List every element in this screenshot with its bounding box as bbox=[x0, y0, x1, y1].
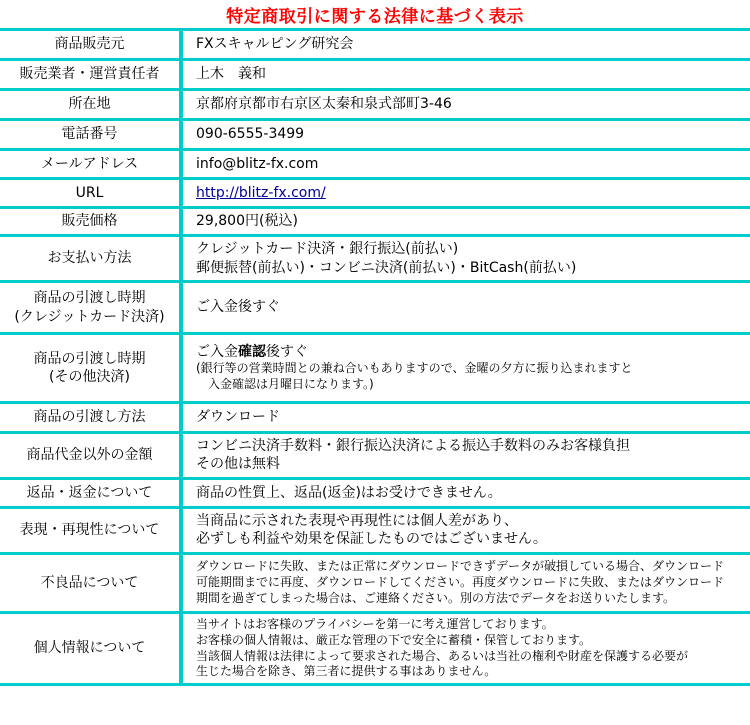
row-phone bbox=[0, 120, 750, 150]
row-value bbox=[181, 553, 750, 612]
row-label: 所在地 bbox=[0, 90, 181, 120]
page-title: 特定商取引に関する法律に基づく表示 bbox=[226, 6, 524, 27]
row-value-line: クレジットカード決済・銀行振込(前払い) bbox=[196, 241, 459, 258]
row-label: 商品販売元 bbox=[0, 30, 181, 60]
row-label: 電話番号 bbox=[0, 120, 181, 150]
value-segment-bold: 確認 bbox=[238, 343, 266, 360]
row-value-line: 期間を過ぎてしまった場合は、ご連絡ください。別の方法でデータをお送りいたします。 bbox=[196, 590, 676, 605]
row-value-line bbox=[196, 343, 742, 361]
row-value: info@blitz-fx.com bbox=[196, 155, 319, 172]
row-privacy bbox=[0, 612, 750, 684]
row-address bbox=[0, 90, 750, 120]
row-value bbox=[181, 433, 750, 479]
row-label: 表現・再現性について bbox=[0, 507, 181, 553]
row-value-line: 必ずしも利益や効果を保証したものではございません。 bbox=[196, 531, 547, 548]
row-value: 商品の性質上、返品(返金)はお受けできません。 bbox=[196, 484, 502, 501]
row-label: 個人情報について bbox=[0, 612, 181, 684]
row-label: 商品代金以外の金額 bbox=[0, 433, 181, 479]
row-payment-methods bbox=[0, 236, 750, 282]
row-value: ダウンロード bbox=[196, 409, 280, 426]
row-label: メールアドレス bbox=[0, 150, 181, 179]
row-url bbox=[0, 179, 750, 208]
row-value-line: お客様の個人情報は、厳正な管理の下で安全に蓄積・保管しております。 bbox=[196, 632, 592, 647]
row-value-line: 当該個人情報は法律によって要求された場合、あるいは当社の権利や財産を保護する必要が bbox=[196, 648, 689, 663]
row-value: 京都府京都市右京区太秦和泉式部町3-46 bbox=[196, 96, 452, 113]
row-defective-goods bbox=[0, 553, 750, 612]
row-value: 上木 義和 bbox=[196, 66, 266, 83]
row-value: 090-6555-3499 bbox=[196, 126, 305, 143]
row-value bbox=[181, 179, 750, 208]
row-value-note: (銀行等の営業時間との兼ね合いもありますので、金曜の夕方に振り込まれますと bbox=[196, 361, 633, 376]
disclosure-table bbox=[0, 28, 750, 686]
row-value-note: 入金確認は月曜日になります。) bbox=[196, 377, 374, 392]
row-value-line: ダウンロードに失敗、または正常にダウンロードできずデータが破損している場合、ダウンロード bbox=[196, 559, 725, 574]
row-value: ご入金後すぐ bbox=[196, 299, 280, 316]
row-additional-fees bbox=[0, 433, 750, 479]
row-delivery-time-credit bbox=[0, 282, 750, 334]
row-value-line: 可能期間までに再度、ダウンロードしてください。再度ダウンロードに失敗、またはダウンロード bbox=[196, 574, 725, 589]
row-returns bbox=[0, 478, 750, 507]
row-disclaimer bbox=[0, 507, 750, 553]
row-value bbox=[181, 612, 750, 684]
row-label bbox=[0, 334, 181, 403]
row-value-line: コンビニ決済手数料・銀行振込決済による振込手数料のみお客様負担 bbox=[196, 438, 630, 454]
row-value-line: 生じた場合を除き、第三者に提供する事はありません。 bbox=[196, 664, 497, 679]
row-label-line: 商品の引渡し時期 bbox=[33, 350, 146, 367]
row-label: 販売業者・運営責任者 bbox=[0, 60, 181, 90]
value-segment: 後すぐ bbox=[266, 343, 308, 360]
row-value bbox=[181, 334, 750, 403]
row-value-line: 当サイトはお客様のプライバシーを第一に考え運営しております。 bbox=[196, 616, 554, 631]
row-delivery-method bbox=[0, 403, 750, 433]
row-label-line: (その他決済) bbox=[49, 369, 130, 385]
site-url-link[interactable]: http://blitz-fx.com/ bbox=[196, 184, 326, 201]
row-label-line: 商品の引渡し時期 bbox=[33, 290, 146, 307]
row-label bbox=[0, 282, 181, 334]
row-email bbox=[0, 150, 750, 179]
row-delivery-time-other bbox=[0, 334, 750, 403]
row-seller bbox=[0, 30, 750, 60]
row-label: URL bbox=[0, 179, 181, 208]
row-value: 29,800円(税込) bbox=[196, 213, 298, 230]
row-value: FXスキャルピング研究会 bbox=[196, 36, 354, 53]
row-price bbox=[0, 208, 750, 236]
row-value-line: 郵便振替(前払い)・コンビニ決済(前払い)・BitCash(前払い) bbox=[196, 259, 577, 276]
row-representative bbox=[0, 60, 750, 90]
row-value-line: その他は無料 bbox=[196, 456, 280, 473]
row-label: 商品の引渡し方法 bbox=[0, 403, 181, 433]
row-value bbox=[181, 236, 750, 282]
row-label-line: (クレジットカード決済) bbox=[14, 308, 165, 325]
row-label: 販売価格 bbox=[0, 208, 181, 236]
row-value bbox=[181, 507, 750, 553]
row-value-line: 当商品に示された表現や再現性には個人差があり、 bbox=[196, 512, 518, 529]
row-label: お支払い方法 bbox=[0, 236, 181, 282]
row-label: 返品・返金について bbox=[0, 478, 181, 507]
value-segment: ご入金 bbox=[196, 343, 238, 360]
row-label: 不良品について bbox=[0, 553, 181, 612]
